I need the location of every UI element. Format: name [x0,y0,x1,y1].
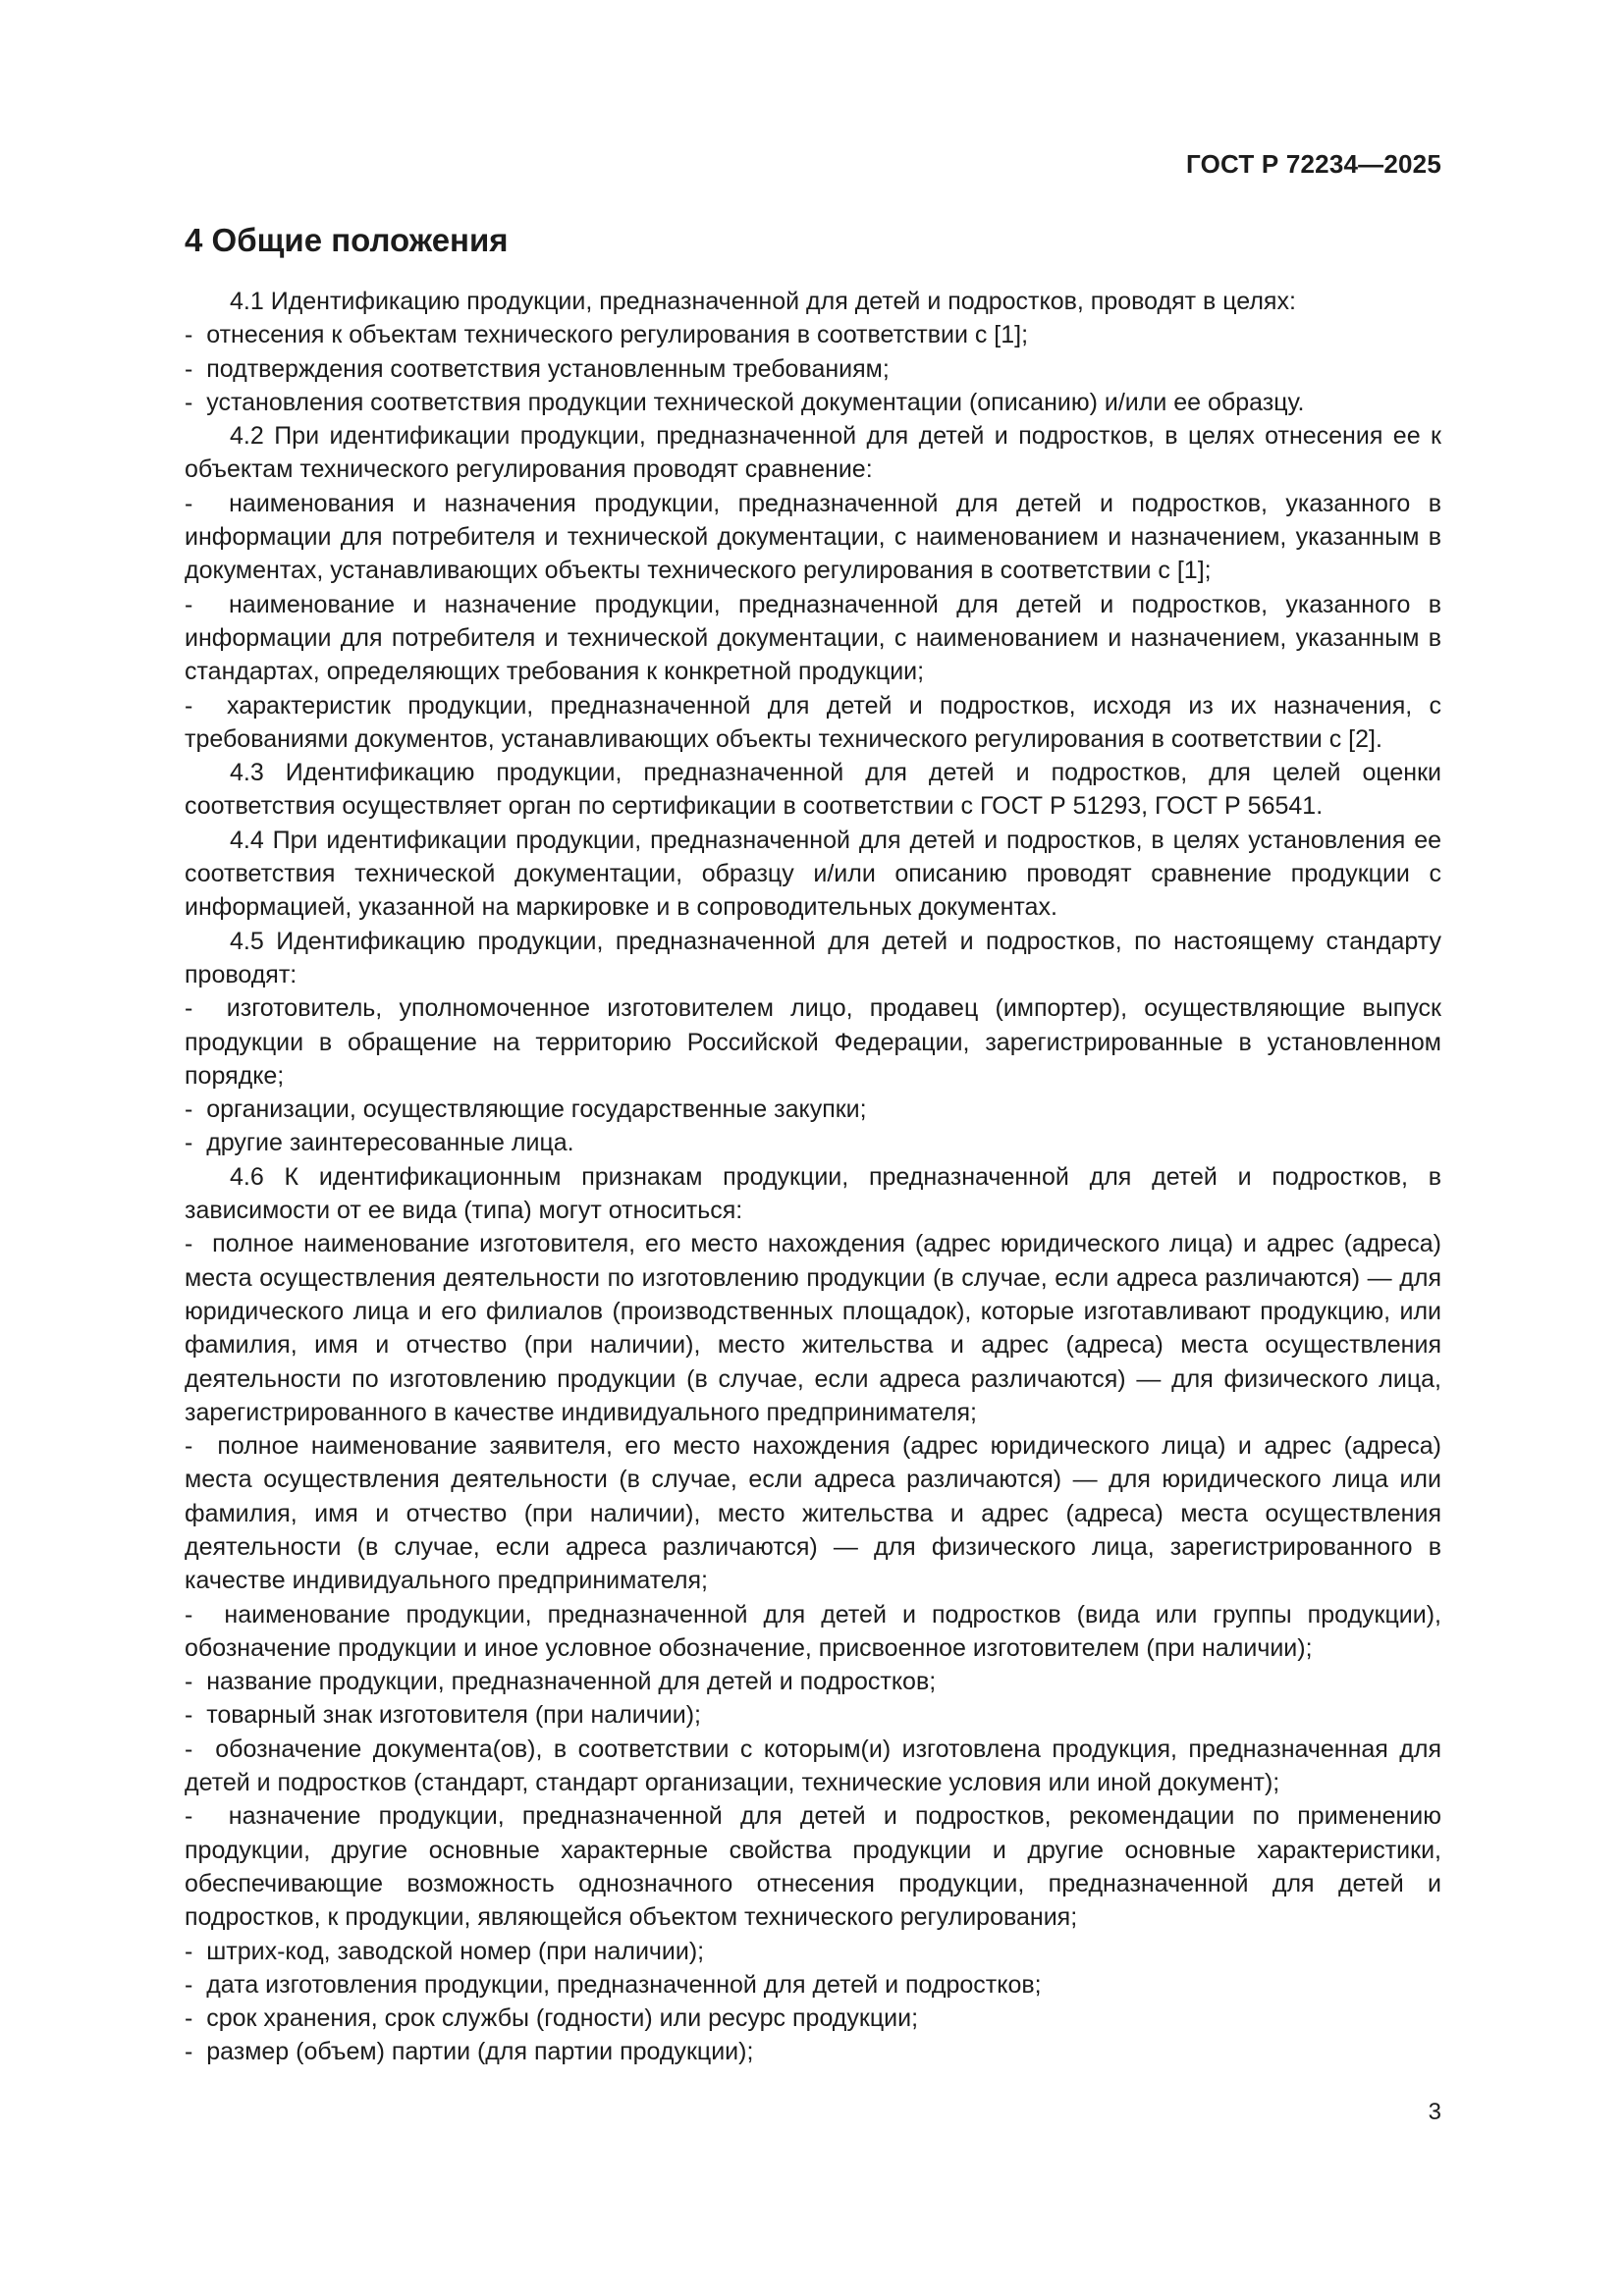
paragraph-4-3: 4.3 Идентификацию продукции, предназначенной для детей и подростков, для целей оценки соответствия осуществляет орган по сертификации в соответствии с ГОСТ Р 51293, ГОСТ Р 56541. [185,759,1441,821]
section-body [185,285,1441,2069]
list-item: - организации, осуществляющие государственные закупки; [185,1093,1441,1126]
list-item: - отнесения к объектам технического регулирования в соответствии с [1]; [185,318,1441,351]
list-item: - обозначение документа(ов), в соответствии с которым(и) изготовлена продукция, предназначенная для детей и подростков (стандарт, стандарт организации, технические условия или иной документ); [185,1733,1441,1800]
paragraph-4-5: 4.5 Идентификацию продукции, предназначенной для детей и подростков, по настоящему стандарту проводят: [185,927,1441,988]
paragraph-4-1: 4.1 Идентификацию продукции, предназначенной для детей и подростков, проводят в целях: [230,288,1296,315]
list-item: - название продукции, предназначенной для детей и подростков; [185,1665,1441,1698]
list-item: - размер (объем) партии (для партии продукции); [185,2035,1441,2068]
paragraph-4-2: 4.2 При идентификации продукции, предназначенной для детей и подростков, в целях отнесения ее к объектам технического регулирования проводят сравнение: [185,422,1441,484]
list-item: - наименование и назначение продукции, предназначенной для детей и подростков, указанного в информации для потребителя и технической документации, с наименованием и назначением, указанным в стандартах, определяющих требования к конкретной продукции; [185,588,1441,689]
list-item: - товарный знак изготовителя (при наличии); [185,1698,1441,1732]
list-item: - назначение продукции, предназначенной для детей и подростков, рекомендации по применению продукции, другие основные характерные свойства продукции и другие основные характеристики, обеспечивающие возможность однозначного отнесения продукции, предназначенной для детей и подростков, к продукции, являющейся объектом технического регулирования; [185,1799,1441,1934]
list-item: - наименования и назначения продукции, предназначенной для детей и подростков, указанного в информации для потребителя и технической документации, с наименованием и назначением, указанным в документах, устанавливающих объекты технического регулирования в соответствии с [1]; [185,487,1441,588]
list-item: - дата изготовления продукции, предназначенной для детей и подростков; [185,1968,1441,2002]
paragraph-4-4: 4.4 При идентификации продукции, предназначенной для детей и подростков, в целях установления ее соответствия технической документации, образцу и/или описанию проводят сравнение продукции с информацией, указанной на маркировке и в сопроводительных документах. [185,826,1441,922]
list-item: - установления соответствия продукции технической документации (описанию) и/или ее образцу. [185,386,1441,419]
page-number: 3 [1428,2099,1441,2125]
list-item: - полное наименование изготовителя, его место нахождения (адрес юридического лица) и адрес (адреса) места осуществления деятельности по изготовлению продукции (в случае, если адреса различаются) — для юридического лица и его филиалов (производственных площадок), которые изготавливают продукцию, или фамилия, имя и отчество (при наличии), место жительства и адрес (адреса) места осуществления деятельности по изготовлению продукции (в случае, если адреса различаются) — для физического лица, зарегистрированного в качестве индивидуального предпринимателя; [185,1227,1441,1429]
list-item: - характеристик продукции, предназначенной для детей и подростков, исходя из их назначения, с требованиями документов, устанавливающих объекты технического регулирования в соответствии с [2]. [185,689,1441,757]
section-title: 4 Общие положения [185,222,509,258]
list-item: - наименование продукции, предназначенной для детей и подростков (вида или группы продукции), обозначение продукции и иное условное обозначение, присвоенное изготовителем (при наличии); [185,1598,1441,1666]
list-item: - другие заинтересованные лица. [185,1126,1441,1159]
paragraph-4-6: 4.6 К идентификационным признакам продукции, предназначенной для детей и подростков, в зависимости от ее вида (типа) могут относиться: [185,1162,1441,1225]
list-item: - изготовитель, уполномоченное изготовителем лицо, продавец (импортер), осуществляющие выпуск продукции в обращение на территорию Российской Федерации, зарегистрированные в установленном порядке; [185,991,1441,1093]
list-item: - подтверждения соответствия установленным требованиям; [185,352,1441,386]
list-item: - полное наименование заявителя, его место нахождения (адрес юридического лица) и адрес (адреса) места осуществления деятельности (в случае, если адреса различаются) — для юридического лица или фамилия, имя и отчество (при наличии), место жительства и адрес (адреса) места осуществления деятельности (в случае, если адреса различаются) — для физического лица, зарегистрированного в качестве индивидуального предпринимателя; [185,1429,1441,1597]
list-item: - штрих-код, заводской номер (при наличии); [185,1935,1441,1968]
document-identifier: ГОСТ Р 72234—2025 [1186,149,1441,179]
list-item: - срок хранения, срок службы (годности) или ресурс продукции; [185,2002,1441,2035]
